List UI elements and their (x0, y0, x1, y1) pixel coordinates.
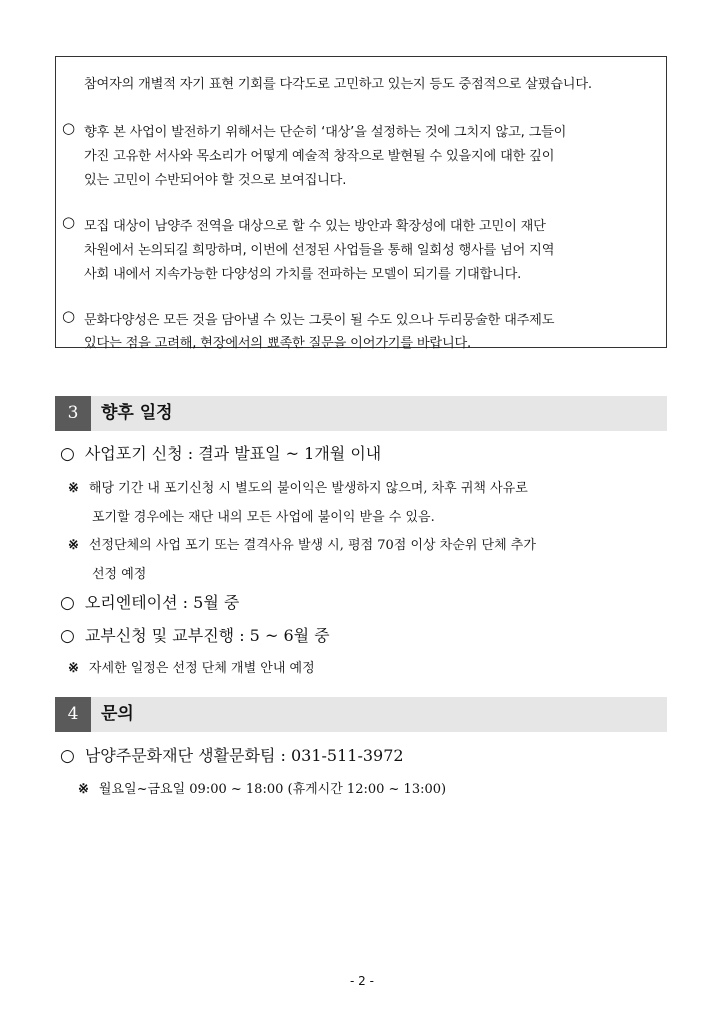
box-line: 문화다양성은 모든 것을 담아낼 수 있는 그릇이 될 수도 있으나 두리뭉술한 대주제도 (84, 313, 555, 328)
circle-bullet-icon: ○ (60, 626, 75, 646)
note-text: 월요일~금요일 09:00 ~ 18:00 (휴게시간 12:00 ~ 13:00) (98, 782, 447, 797)
note-line: 포기할 경우에는 재단 내의 모든 사업에 불이익 받을 수 있음. (92, 510, 435, 525)
box-line: 모집 대상이 남양주 전역을 대상으로 할 수 있는 방안과 확장성에 대한 고민이 재단 (84, 219, 546, 234)
box-line: 있는 고민이 수반되어야 할 것으로 보여집니다. (84, 173, 347, 188)
contact-text: 남양주문화재단 생활문화팀 : 031-511-3972 (84, 746, 404, 765)
section-header (55, 396, 667, 431)
schedule-item-text: 사업포기 신청 : 결과 발표일 ~ 1개월 이내 (84, 444, 382, 463)
note-text: 자세한 일정은 선정 단체 개별 안내 예정 (88, 661, 315, 676)
contact-item (60, 743, 404, 766)
note-text: 해당 기간 내 포기신청 시 별도의 불이익은 발생하지 않으며, 차후 귀책 사유로 (88, 481, 528, 496)
circle-bullet-icon: ○ (60, 593, 75, 613)
reference-mark-icon: ※ (68, 481, 79, 496)
section-title: 향후 일정 (101, 403, 173, 423)
box-line: 사회 내에서 지속가능한 다양성의 가치를 전파하는 모델이 되기를 기대합니다. (84, 267, 522, 282)
note-text: 선정단체의 사업 포기 또는 결격사유 발생 시, 평점 70점 이상 차순위 단체 추가 (88, 538, 536, 553)
bullet-icon: ○ (62, 213, 76, 231)
bullet-icon: ○ (62, 119, 76, 137)
section-number: 3 (55, 396, 91, 431)
box-line: 있다는 점을 고려해, 현장에서의 뾰족한 질문을 이어가기를 바랍니다. (84, 336, 472, 351)
reference-mark-icon: ※ (78, 782, 89, 797)
schedule-item-text: 교부신청 및 교부진행 : 5 ~ 6월 중 (84, 626, 330, 645)
schedule-item (60, 590, 239, 613)
schedule-item (60, 441, 381, 464)
box-line: 향후 본 사업이 발전하기 위해서는 단순히 ‘대상’을 설정하는 것에 그치지 않고, 그들이 (84, 125, 567, 140)
box-line: 참여자의 개별적 자기 표현 기회를 다각도로 고민하고 있는지 등도 중점적으로 살폈습니다. (84, 77, 592, 92)
page-number: - 2 - (350, 974, 374, 988)
section-title: 문의 (101, 704, 134, 724)
circle-bullet-icon: ○ (60, 746, 75, 766)
reference-mark-icon: ※ (68, 538, 79, 553)
schedule-item-text: 오리엔테이션 : 5월 중 (84, 593, 240, 612)
note-line (68, 477, 528, 496)
box-line: 가진 고유한 서사와 목소리가 어떻게 예술적 창작으로 발현될 수 있을지에 대한 깊이 (84, 149, 555, 164)
note-line (68, 534, 536, 553)
box-line: 차원에서 논의되길 희망하며, 이번에 선정된 사업들을 통해 일회성 행사를 넘어 지역 (84, 243, 555, 258)
circle-bullet-icon: ○ (60, 444, 75, 464)
section-number: 4 (55, 697, 91, 732)
note-line (78, 778, 446, 797)
review-box (55, 56, 667, 351)
reference-mark-icon: ※ (68, 661, 79, 676)
note-line: 선정 예정 (92, 567, 147, 582)
section-header (55, 697, 667, 732)
schedule-item (60, 623, 330, 646)
bullet-icon: ○ (62, 307, 76, 325)
note-line (68, 657, 315, 676)
